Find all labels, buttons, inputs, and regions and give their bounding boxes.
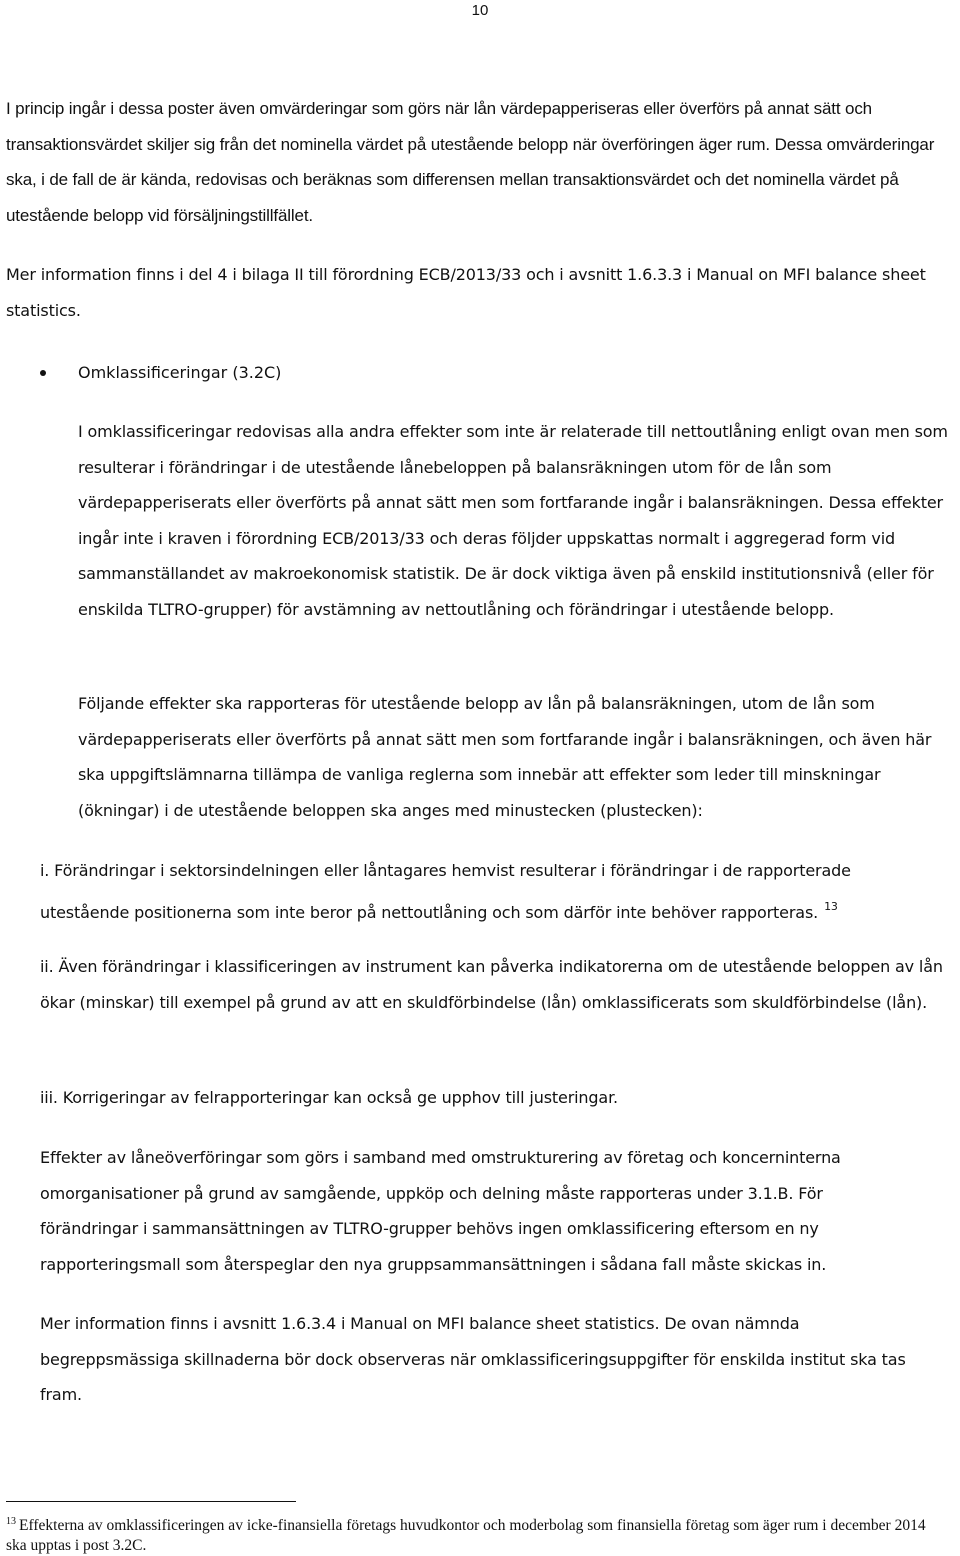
paragraph-revaluations: I princip ingår i dessa poster även omvärderingar som görs när lån värdepapperiseras eller överförs på annat sätt och transaktionsvärdet skiljer sig från det nominella värdet på utestående belopp när överföringen äger rum. Dessa omvärderingar ska, i de fall de är kända, redovisas och beräknas som differensen mellan transaktionsvärdet och det nominella värdet på utestående belopp vid försäljningstillfället. (6, 99, 935, 225)
footnote (6, 1512, 946, 1556)
paragraph-more-info-reclassifications: Mer information finns i avsnitt 1.6.3.4 i Manual on MFI balance sheet statistics. De ovan nämnda begreppsmässiga skillnaderna bör dock observeras när omklassificeringsuppgifter för enskilda institut ska tas fram. (40, 1314, 906, 1404)
list-item-i-text: i. Förändringar i sektorsindelningen eller låntagares hemvist resulterar i förändringar i de rapporterade utestående positionerna som inte beror på nettoutlåning och som därför inte behöver rapporteras. (40, 861, 851, 922)
footnote-text: Effekterna av omklassificeringen av icke-finansiella företags huvudkontor och moderbolag som finansiella företag som äger rum i december 2014 ska upptas i post 3.2C. (6, 1517, 926, 1554)
footnote-reference[interactable]: 13 (824, 899, 838, 913)
paragraph-reclassifications-intro: I omklassificeringar redovisas alla andra effekter som inte är relaterade till nettoutlåning enligt ovan men som resulterar i förändringar i de utestående lånebeloppen på balansräkningen utom för de lån som värdepapperiserats eller överförts på annat sätt men som fortfarande ingår i balansräkningen. Dessa effekter ingår inte i kraven i förordning ECB/2013/33 och deras följder uppskattas normalt i aggregerad form vid sammanställandet av makroekonomisk statistik. De är dock viktiga även på enskild institutionsnivå (eller för enskilda TLTRO-grupper) för avstämning av nettoutlåning och förändringar i utestående belopp. (78, 422, 948, 619)
paragraph-following-effects: Följande effekter ska rapporteras för utestående belopp av lån på balansräkningen, utom de lån som värdepapperiserats eller överförts på annat sätt men som fortfarande ingår i balansräkningen, och även här ska uppgiftslämnarna tillämpa de vanliga reglerna som innebär att effekter som leder till minskningar (ökningar) i de utestående beloppen ska anges med minustecken (plustecken): (78, 694, 932, 820)
list-item-iii: iii. Korrigeringar av felrapporteringar kan också ge upphov till justeringar. (40, 1088, 618, 1107)
bullet-icon (40, 370, 46, 376)
page-number: 10 (471, 2, 489, 19)
paragraph-loan-transfers: Effekter av låneöverföringar som görs i samband med omstrukturering av företag och koncerninterna omorganisationer på grund av samgående, uppköp och delning måste rapporteras under 3.1.B. För förändringar i sammansättningen av TLTRO-grupper behövs ingen omklassificering eftersom en ny rapporteringsmall som återspeglar den nya gruppsammansättningen i sådana fall måste skickas in. (40, 1148, 841, 1274)
paragraph-more-info-revaluations: Mer information finns i del 4 i bilaga II till förordning ECB/2013/33 och i avsnitt 1.6.3.3 i Manual on MFI balance sheet statistics. (6, 265, 926, 320)
bullet-label: Omklassificeringar (3.2C) (78, 363, 282, 382)
bullet-item-reclassifications (40, 355, 840, 391)
list-item-i (40, 853, 910, 930)
footnote-divider (6, 1501, 296, 1502)
footnote-number: 13 (6, 1516, 16, 1527)
list-item-ii: ii. Även förändringar i klassificeringen av instrument kan påverka indikatorerna om de utestående beloppen av lån ökar (minskar) till exempel på grund av att en skuldförbindelse (lån) omklassificerats som skuldförbindelse (lån). (40, 957, 943, 1012)
